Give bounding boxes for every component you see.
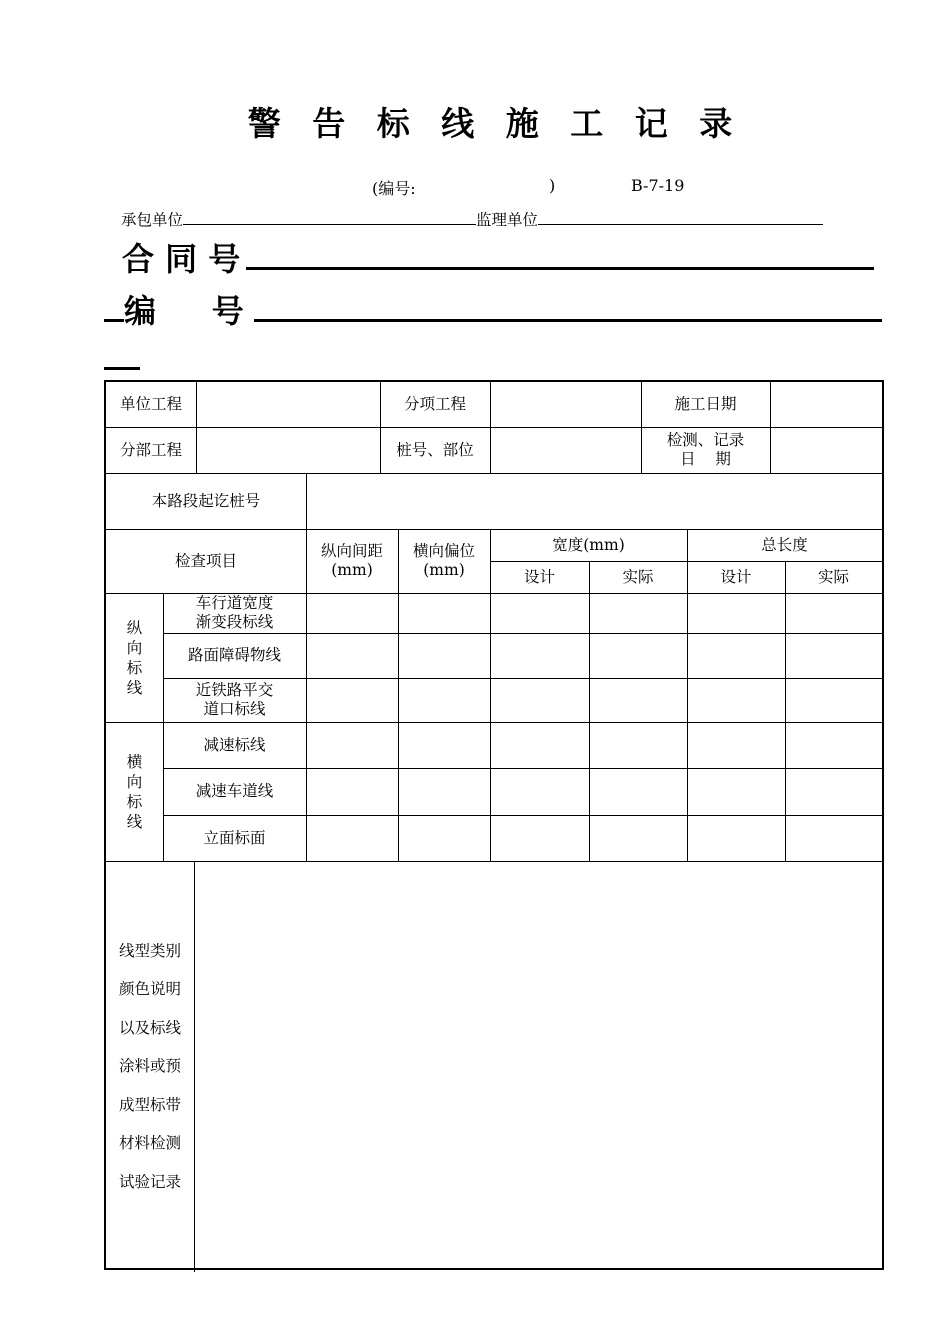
code-prefix: (编号: bbox=[372, 179, 416, 198]
inspection-date-label bbox=[641, 427, 770, 473]
contract-number-label: 合 同 号 bbox=[122, 240, 241, 278]
item-elevation-marking: 立面标面 bbox=[203, 828, 266, 847]
item-line: 近铁路平交 bbox=[195, 681, 274, 699]
supervisor-label: 监理单位 bbox=[476, 211, 539, 229]
group-char: 向 bbox=[126, 772, 143, 791]
serial-number-line bbox=[104, 286, 882, 332]
station-location-value[interactable] bbox=[490, 427, 641, 473]
remarks-line: 颜色说明 bbox=[118, 980, 181, 999]
group-char: 标 bbox=[126, 792, 143, 811]
check-item-header: 检查项目 bbox=[174, 551, 237, 570]
remarks-line: 成型标带 bbox=[118, 1095, 181, 1114]
serial-number-label: 编 号 bbox=[124, 292, 244, 330]
contractor-label: 承包单位 bbox=[121, 211, 184, 229]
inspection-date-value[interactable] bbox=[770, 427, 882, 473]
station-location-label: 桩号、部位 bbox=[396, 440, 474, 459]
inspection-date-line-1: 检测、记录 bbox=[666, 431, 745, 449]
group-char: 标 bbox=[126, 658, 143, 677]
item-deceleration-marking: 减速标线 bbox=[203, 735, 266, 754]
transverse-marking-group bbox=[106, 722, 163, 861]
remarks-line: 以及标线 bbox=[118, 1018, 181, 1037]
remarks-line: 材料检测 bbox=[118, 1134, 181, 1153]
lateral-offset-header bbox=[398, 529, 490, 593]
length-design-header: 设计 bbox=[720, 567, 752, 586]
group-char: 纵 bbox=[126, 618, 143, 637]
serial-number-overflow bbox=[104, 367, 140, 370]
item-lane-width-transition bbox=[163, 593, 306, 633]
section-station-label: 本路段起讫桩号 bbox=[151, 491, 261, 510]
remarks-label bbox=[106, 861, 194, 1272]
width-design-header: 设计 bbox=[523, 567, 555, 586]
group-char: 线 bbox=[126, 678, 143, 697]
col-divider bbox=[589, 561, 590, 861]
section-station-value[interactable] bbox=[306, 473, 882, 529]
item-line: 渐变段标线 bbox=[195, 613, 274, 631]
contractor-field[interactable] bbox=[183, 208, 476, 225]
contract-number-field[interactable] bbox=[246, 234, 874, 270]
remarks-line: 线型类别 bbox=[118, 941, 181, 960]
remarks-content[interactable] bbox=[194, 861, 882, 1268]
group-char: 向 bbox=[126, 638, 143, 657]
contract-number-line bbox=[122, 234, 874, 280]
construction-date-label: 施工日期 bbox=[674, 395, 737, 413]
item-deceleration-lane: 减速车道线 bbox=[195, 782, 274, 800]
sub-item-project-label: 分项工程 bbox=[403, 395, 466, 413]
remarks-line: 涂料或预 bbox=[118, 1057, 181, 1076]
construction-date-value[interactable] bbox=[770, 382, 882, 427]
unit-project-label: 单位工程 bbox=[119, 395, 182, 413]
col-divider bbox=[785, 561, 786, 861]
division-project-value[interactable] bbox=[196, 427, 380, 473]
longitudinal-spacing-line-2: (mm) bbox=[331, 561, 373, 579]
code-suffix: ) bbox=[549, 176, 556, 195]
item-line: 车行道宽度 bbox=[195, 594, 274, 612]
contractor-line bbox=[121, 208, 823, 230]
longitudinal-spacing-header bbox=[306, 529, 398, 593]
total-length-header: 总长度 bbox=[761, 535, 808, 554]
page-title: 警 告 标 线 施 工 记 录 bbox=[247, 104, 743, 143]
item-obstacle-line: 路面障碍物线 bbox=[187, 646, 281, 664]
length-actual-header: 实际 bbox=[817, 567, 849, 586]
lateral-offset-line-1: 横向偏位 bbox=[412, 542, 475, 560]
inspection-table bbox=[104, 380, 884, 1270]
remarks-line: 试验记录 bbox=[118, 1172, 181, 1191]
width-actual-header: 实际 bbox=[622, 567, 654, 586]
unit-project-value[interactable] bbox=[196, 382, 380, 427]
sub-item-project-value[interactable] bbox=[490, 382, 641, 427]
group-char: 横 bbox=[126, 752, 143, 771]
group-char: 线 bbox=[126, 812, 143, 831]
lateral-offset-line-2: (mm) bbox=[423, 561, 465, 579]
serial-number-field[interactable] bbox=[254, 286, 882, 322]
width-header: 宽度(mm) bbox=[552, 535, 625, 554]
longitudinal-spacing-line-1: 纵向间距 bbox=[320, 542, 383, 560]
inspection-date-line-2: 日 期 bbox=[680, 450, 731, 468]
division-project-label: 分部工程 bbox=[119, 440, 182, 459]
supervisor-field[interactable] bbox=[538, 208, 823, 225]
item-railway-crossing bbox=[163, 678, 306, 722]
longitudinal-marking-group bbox=[106, 593, 163, 722]
serial-lead-underline bbox=[104, 286, 124, 322]
form-number: B-7-19 bbox=[631, 176, 685, 195]
item-line: 道口标线 bbox=[203, 700, 266, 718]
